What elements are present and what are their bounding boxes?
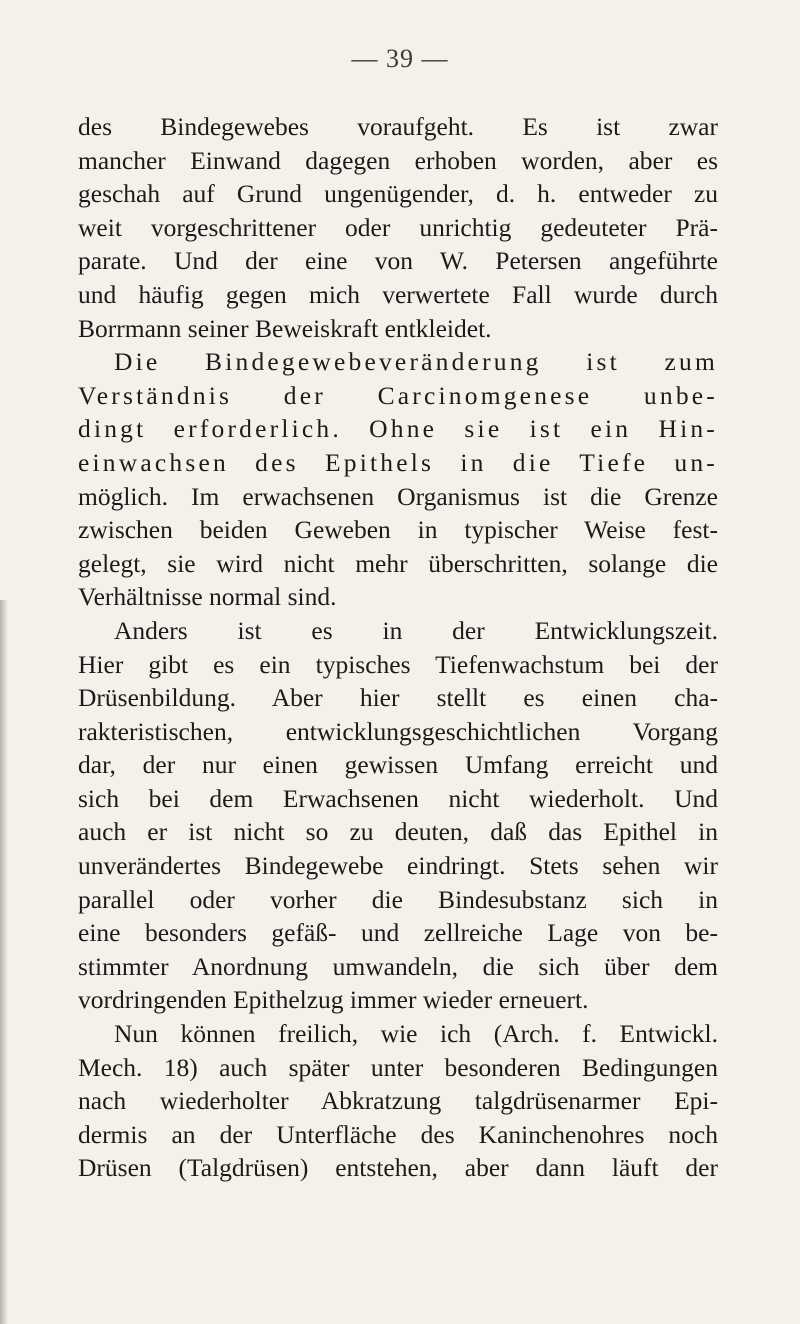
text-line-emphasized: dingt erforderlich. Ohne sie ist ein Hin- xyxy=(78,414,718,444)
text-line: Mech. 18) auch später unter besonderen Bedingungen xyxy=(78,1052,718,1082)
text-line: parate. Und der eine von W. Petersen angeführte xyxy=(78,246,718,276)
text-line: Nun können freilich, wie ich (Arch. f. Entwickl. xyxy=(114,1019,718,1049)
text-line: vordringenden Epithelzug immer wieder erneuert. xyxy=(78,985,589,1015)
text-line: Drüsenbildung. Aber hier stellt es einen cha- xyxy=(78,683,718,713)
text-line: Borrmann seiner Beweiskraft entkleidet. xyxy=(78,313,492,343)
text-line: nach wiederholter Abkratzung talgdrüsenarmer Epi- xyxy=(78,1086,718,1116)
text-line: und häufig gegen mich verwertete Fall wurde durch xyxy=(78,279,718,309)
text-line: Anders ist es in der Entwicklungszeit. xyxy=(114,615,718,645)
text-line-emphasized: Verständnis der Carcinomgenese unbe- xyxy=(78,380,718,410)
text-line: zwischen beiden Geweben in typischer Weise fest- xyxy=(78,515,718,545)
text-line: Hier gibt es ein typisches Tiefenwachstum bei der xyxy=(78,649,718,679)
text-line: eine besonders gefäß- und zellreiche Lage von be- xyxy=(78,918,718,948)
text-line: Verhältnisse normal sind. xyxy=(78,582,337,612)
text-line: möglich. Im erwachsenen Organismus ist die Grenze xyxy=(78,481,718,511)
text-line: mancher Einwand dagegen erhoben worden, aber es xyxy=(78,145,718,175)
text-line: Drüsen (Talgdrüsen) entstehen, aber dann läuft der xyxy=(78,1153,718,1183)
text-line: gelegt, sie wird nicht mehr überschritten, solange die xyxy=(78,548,718,578)
text-line: unverändertes Bindegewebe eindringt. Stets sehen wir xyxy=(78,851,718,881)
text-line: des Bindegewebes voraufgeht. Es ist zwar xyxy=(78,112,718,141)
text-line: geschah auf Grund ungenügender, d. h. entweder zu xyxy=(78,179,718,209)
text-line: sich bei dem Erwachsenen nicht wiederholt. Und xyxy=(78,783,718,813)
text-line: auch er ist nicht so zu deuten, daß das Epithel in xyxy=(78,817,718,847)
text-line-emphasized: Die Bindegewebeveränderung ist zum xyxy=(114,347,718,377)
body-text xyxy=(78,110,718,1185)
text-line: parallel oder vorher die Bindesubstanz sich in xyxy=(78,884,718,914)
text-line: dar, der nur einen gewissen Umfang erreicht und xyxy=(78,750,718,780)
page-binding-edge xyxy=(0,600,8,1324)
text-line: dermis an der Unterfläche des Kaninchenohres noch xyxy=(78,1119,718,1149)
text-line-emphasized: einwachsen des Epithels in die Tiefe un- xyxy=(78,447,718,477)
page-number: — 39 — xyxy=(351,44,449,73)
text-line: rakteristischen, entwicklungsgeschichtlichen Vorgang xyxy=(78,716,718,746)
text-line: stimmter Anordnung umwandeln, die sich über dem xyxy=(78,951,718,981)
text-line: weit vorgeschrittener oder unrichtig gedeuteter Prä- xyxy=(78,212,718,242)
